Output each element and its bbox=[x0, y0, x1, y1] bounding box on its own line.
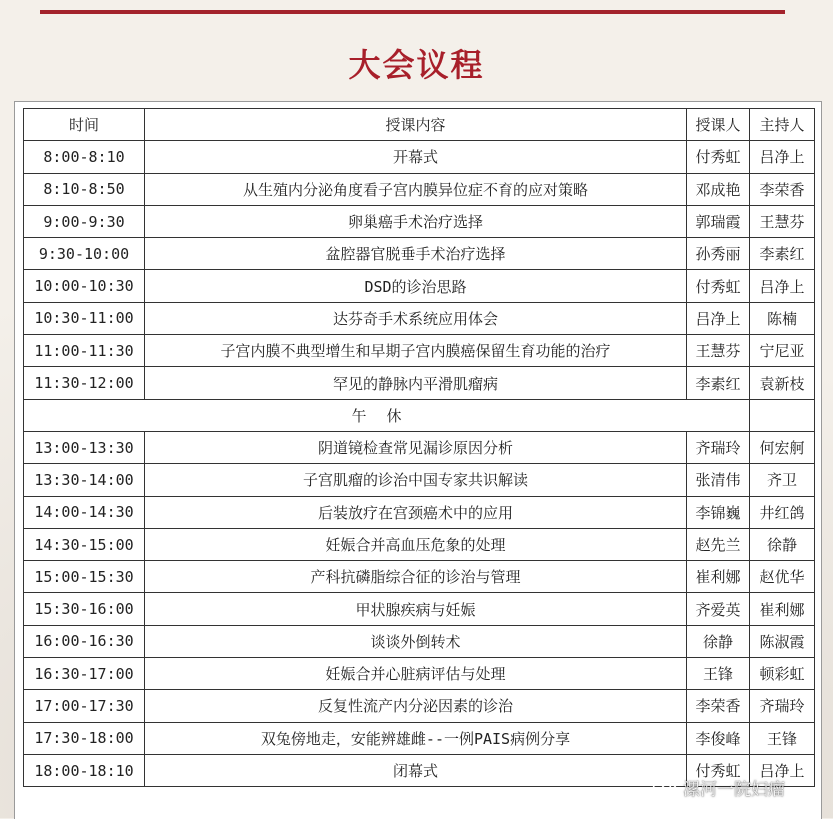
cell-host: 宁尼亚 bbox=[750, 335, 815, 367]
cell-host: 李素红 bbox=[750, 238, 815, 270]
cell-time: 11:00-11:30 bbox=[24, 335, 145, 367]
agenda-body bbox=[24, 141, 815, 787]
cell-time: 15:00-15:30 bbox=[24, 561, 145, 593]
cell-time: 16:00-16:30 bbox=[24, 625, 145, 657]
lunch-break-row bbox=[24, 399, 815, 431]
wechat-icon bbox=[652, 776, 678, 798]
cell-time: 10:30-11:00 bbox=[24, 302, 145, 334]
cell-host: 王锋 bbox=[750, 722, 815, 754]
watermark bbox=[652, 773, 785, 801]
cell-time: 10:00-10:30 bbox=[24, 270, 145, 302]
cell-speaker: 付秀虹 bbox=[687, 141, 750, 173]
header-speaker: 授课人 bbox=[687, 109, 750, 141]
header-time: 时间 bbox=[24, 109, 145, 141]
table-row bbox=[24, 335, 815, 367]
table-row bbox=[24, 238, 815, 270]
cell-host: 吕净上 bbox=[750, 270, 815, 302]
table-row bbox=[24, 367, 815, 399]
cell-topic: 双兔傍地走，安能辨雄雌--一例PAIS病例分享 bbox=[145, 722, 687, 754]
page-title: 大会议程 bbox=[348, 46, 485, 84]
empty-cell bbox=[750, 399, 815, 431]
cell-host: 齐瑞玲 bbox=[750, 690, 815, 722]
table-row bbox=[24, 528, 815, 560]
cell-speaker: 李素红 bbox=[687, 367, 750, 399]
cell-topic: 谈谈外倒转术 bbox=[145, 625, 687, 657]
cell-host: 徐静 bbox=[750, 528, 815, 560]
table-row bbox=[24, 302, 815, 334]
cell-host: 袁新枝 bbox=[750, 367, 815, 399]
cell-host: 赵优华 bbox=[750, 561, 815, 593]
cell-time: 14:00-14:30 bbox=[24, 496, 145, 528]
cell-time: 9:30-10:00 bbox=[24, 238, 145, 270]
header-host: 主持人 bbox=[750, 109, 815, 141]
cell-speaker: 李俊峰 bbox=[687, 722, 750, 754]
table-row bbox=[24, 205, 815, 237]
table-row bbox=[24, 141, 815, 173]
cell-topic: 卵巢癌手术治疗选择 bbox=[145, 205, 687, 237]
cell-host: 陈淑霞 bbox=[750, 625, 815, 657]
watermark-text: 漯河一院妇瘤 bbox=[683, 779, 785, 800]
cell-time: 13:30-14:00 bbox=[24, 464, 145, 496]
cell-host: 李荣香 bbox=[750, 173, 815, 205]
header-topic: 授课内容 bbox=[145, 109, 687, 141]
cell-speaker: 齐瑞玲 bbox=[687, 431, 750, 463]
agenda-table-container bbox=[14, 101, 822, 819]
table-row bbox=[24, 561, 815, 593]
table-row bbox=[24, 496, 815, 528]
cell-topic: DSD的诊治思路 bbox=[145, 270, 687, 302]
cell-topic: 从生殖内分泌角度看子宫内膜异位症不育的应对策略 bbox=[145, 173, 687, 205]
cell-time: 11:30-12:00 bbox=[24, 367, 145, 399]
cell-time: 17:30-18:00 bbox=[24, 722, 145, 754]
cell-topic: 阴道镜检查常见漏诊原因分析 bbox=[145, 431, 687, 463]
cell-time: 8:10-8:50 bbox=[24, 173, 145, 205]
lunch-break-label: 午休 bbox=[24, 399, 750, 431]
cell-host: 崔利娜 bbox=[750, 593, 815, 625]
cell-speaker: 张清伟 bbox=[687, 464, 750, 496]
cell-topic: 产科抗磷脂综合征的诊治与管理 bbox=[145, 561, 687, 593]
table-row bbox=[24, 270, 815, 302]
agenda-table bbox=[23, 108, 815, 787]
cell-host: 井红鸽 bbox=[750, 496, 815, 528]
cell-host: 陈楠 bbox=[750, 302, 815, 334]
cell-host: 吕净上 bbox=[750, 141, 815, 173]
cell-speaker: 吕净上 bbox=[687, 302, 750, 334]
table-row bbox=[24, 173, 815, 205]
cell-time: 18:00-18:10 bbox=[24, 754, 145, 786]
cell-speaker: 齐爱英 bbox=[687, 593, 750, 625]
cell-speaker: 李锦巍 bbox=[687, 496, 750, 528]
table-row bbox=[24, 722, 815, 754]
table-row bbox=[24, 658, 815, 690]
cell-topic: 子宫内膜不典型增生和早期子宫内膜癌保留生育功能的治疗 bbox=[145, 335, 687, 367]
cell-speaker: 邓成艳 bbox=[687, 173, 750, 205]
cell-topic: 达芬奇手术系统应用体会 bbox=[145, 302, 687, 334]
cell-time: 17:00-17:30 bbox=[24, 690, 145, 722]
cell-topic: 反复性流产内分泌因素的诊治 bbox=[145, 690, 687, 722]
cell-host: 顿彩虹 bbox=[750, 658, 815, 690]
cell-speaker: 孙秀丽 bbox=[687, 238, 750, 270]
cell-host: 齐卫 bbox=[750, 464, 815, 496]
cell-host: 何宏舸 bbox=[750, 431, 815, 463]
cell-topic: 妊娠合并高血压危象的处理 bbox=[145, 528, 687, 560]
cell-speaker: 赵先兰 bbox=[687, 528, 750, 560]
table-row bbox=[24, 593, 815, 625]
cell-host: 王慧芬 bbox=[750, 205, 815, 237]
cell-speaker: 崔利娜 bbox=[687, 561, 750, 593]
cell-speaker: 郭瑞霞 bbox=[687, 205, 750, 237]
table-row bbox=[24, 625, 815, 657]
cell-speaker: 王锋 bbox=[687, 658, 750, 690]
cell-speaker: 王慧芬 bbox=[687, 335, 750, 367]
table-row bbox=[24, 464, 815, 496]
cell-speaker: 徐静 bbox=[687, 625, 750, 657]
cell-time: 8:00-8:10 bbox=[24, 141, 145, 173]
top-divider bbox=[40, 10, 785, 14]
cell-topic: 子宫肌瘤的诊治中国专家共识解读 bbox=[145, 464, 687, 496]
cell-host: 吕净上 bbox=[750, 754, 815, 786]
table-row bbox=[24, 690, 815, 722]
cell-speaker: 付秀虹 bbox=[687, 270, 750, 302]
cell-topic: 后装放疗在宫颈癌术中的应用 bbox=[145, 496, 687, 528]
cell-topic: 闭幕式 bbox=[145, 754, 687, 786]
cell-speaker: 付秀虹 bbox=[687, 754, 750, 786]
cell-time: 15:30-16:00 bbox=[24, 593, 145, 625]
cell-time: 14:30-15:00 bbox=[24, 528, 145, 560]
table-header-row bbox=[24, 109, 815, 141]
cell-speaker: 李荣香 bbox=[687, 690, 750, 722]
cell-time: 16:30-17:00 bbox=[24, 658, 145, 690]
cell-topic: 盆腔器官脱垂手术治疗选择 bbox=[145, 238, 687, 270]
cell-topic: 妊娠合并心脏病评估与处理 bbox=[145, 658, 687, 690]
cell-time: 9:00-9:30 bbox=[24, 205, 145, 237]
cell-topic: 甲状腺疾病与妊娠 bbox=[145, 593, 687, 625]
cell-time: 13:00-13:30 bbox=[24, 431, 145, 463]
cell-topic: 罕见的静脉内平滑肌瘤病 bbox=[145, 367, 687, 399]
table-row bbox=[24, 431, 815, 463]
cell-topic: 开幕式 bbox=[145, 141, 687, 173]
